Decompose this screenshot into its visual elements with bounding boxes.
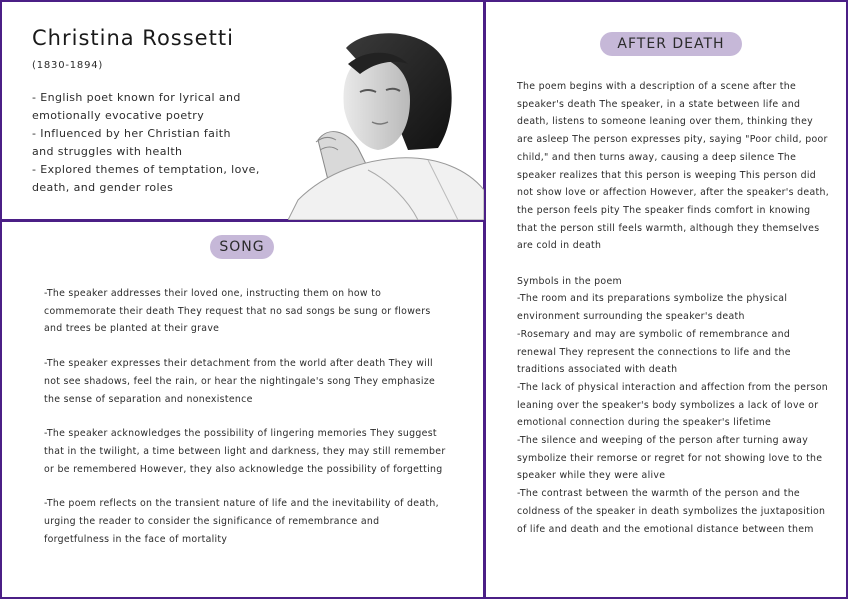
paragraph-gap — [517, 255, 829, 273]
after-death-body — [517, 78, 829, 538]
bio-line: - English poet known for lyrical and — [32, 91, 241, 104]
song-title-badge: SONG — [210, 235, 274, 259]
portrait-image — [288, 30, 484, 220]
symbol-item: -The silence and weeping of the person after turning away symbolize their remorse or regret for not showing love to the speaker while they were alive — [517, 435, 823, 482]
symbols-heading: Symbols in the poem — [517, 275, 622, 287]
poet-name: Christina Rossetti — [32, 26, 234, 50]
bio-line: - Explored themes of temptation, love, — [32, 163, 260, 176]
after-death-title-badge: AFTER DEATH — [600, 32, 742, 56]
after-death-summary: The poem begins with a description of a scene after the speaker's death The speaker, in a state between life and death, listens to someone leaning over them, thinking they are asleep The person expresses pity, saying "Poor child, poor child," and then turns away, causing a deep silence The speaker realizes that this person is weeping This person did not show love or affection However, after the speaker's death, the person feels pity The speaker finds comfort in knowing that the person still feels warmth, although they themselves are cold in death — [517, 81, 829, 252]
poet-years: (1830-1894) — [32, 60, 104, 71]
symbol-item: -The room and its preparations symbolize the physical environment surrounding the speaker's death — [517, 293, 788, 323]
bio-section — [32, 26, 302, 197]
song-body — [44, 285, 448, 565]
bio-line: and struggles with health — [32, 145, 183, 158]
symbol-item: -The contrast between the warmth of the person and the coldness of the speaker in death symbolizes the juxtaposition of life and death and the emotional distance between them — [517, 488, 826, 535]
symbol-item: -Rosemary and may are symbolic of remembrance and renewal They represent the connections to life and the traditions associated with death — [517, 328, 791, 376]
bio-line: death, and gender roles — [32, 181, 174, 194]
song-paragraph: -The poem reflects on the transient nature of life and the inevitability of death, urging the reader to consider the significance of remembrance and forgetfulness in the face of mortality — [44, 498, 439, 545]
song-paragraph: -The speaker acknowledges the possibility of lingering memories They suggest that in the twilight, a time between light and darkness, they may still remember or be remembered However, they also acknowledge the possibility of forgetting — [44, 428, 446, 475]
symbol-item: -The lack of physical interaction and affection from the person leaning over the speaker's body symbolizes a lack of love or emotional connection during the speaker's lifetime — [517, 381, 828, 429]
bio-list — [32, 89, 302, 197]
song-paragraph: -The speaker addresses their loved one, instructing them on how to commemorate their death They request that no sad songs be sung or flowers and trees be planted at their grave — [44, 288, 431, 335]
bio-line: emotionally evocative poetry — [32, 109, 205, 122]
bio-line: - Influenced by her Christian faith — [32, 127, 231, 140]
song-paragraph: -The speaker expresses their detachment from the world after death They will not see shadows, feel the rain, or hear the nightingale's song They emphasize the sense of separation and nonexistence — [44, 358, 436, 405]
